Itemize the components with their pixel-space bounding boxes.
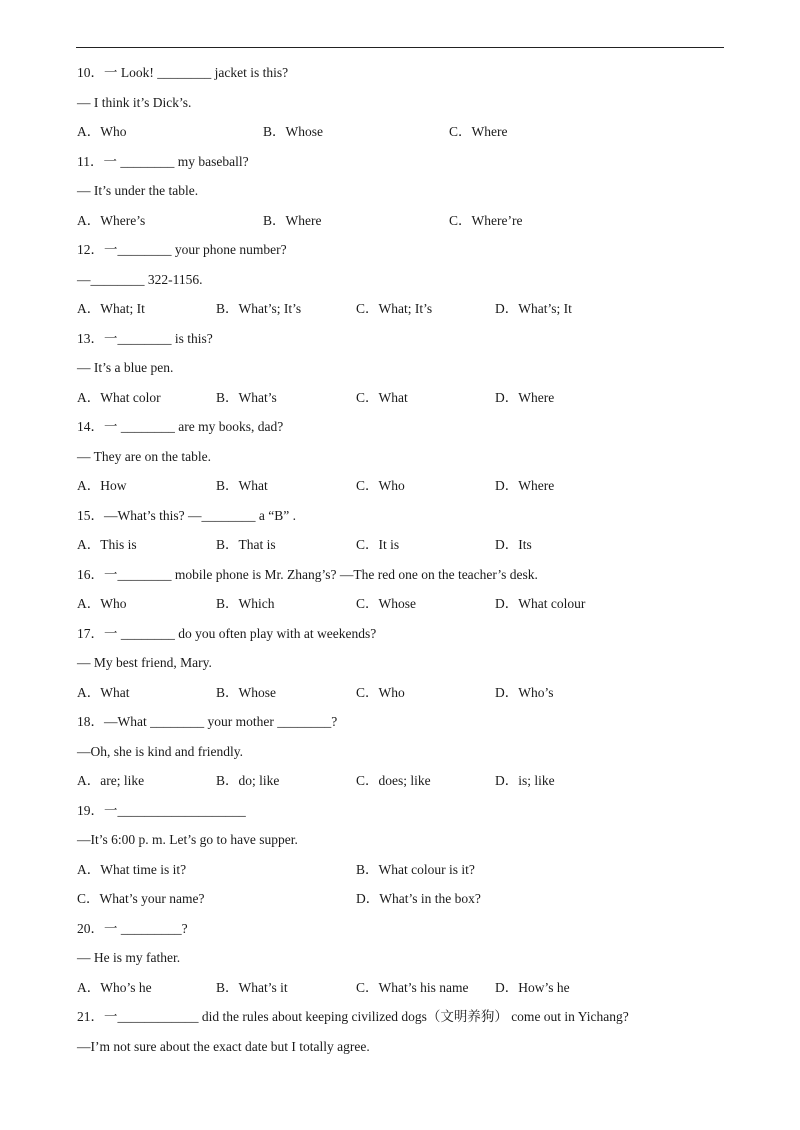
option-b[interactable]: B．What’s; It’s <box>216 301 302 316</box>
options-16 <box>77 589 737 619</box>
option-d[interactable]: D．Its <box>495 537 532 552</box>
question-17: 17．一 ________ do you often play with at weekends? <box>77 625 377 641</box>
option-b[interactable]: B．Where <box>263 212 322 228</box>
option-c[interactable]: C．Whose <box>356 596 416 611</box>
option-d[interactable]: D．What colour <box>495 596 586 611</box>
option-a[interactable]: A．What time is it? <box>77 861 187 877</box>
question-21: 21．一____________ did the rules about keeping civilized dogs（文明养狗） come out in Yichang? <box>77 1009 629 1024</box>
answer-12: —________ 322-1156. <box>77 271 203 287</box>
options-17 <box>77 678 737 708</box>
option-d[interactable]: D．What’s in the box? <box>356 891 481 906</box>
answer-11: — It’s under the table. <box>77 183 199 198</box>
option-c[interactable]: C．What <box>356 389 408 405</box>
option-b[interactable]: B．What colour is it? <box>356 861 475 877</box>
option-d[interactable]: D．Where <box>495 389 555 405</box>
options-14 <box>77 471 737 501</box>
option-c[interactable]: C．It is <box>356 537 400 552</box>
question-11: 11．一 ________ my baseball? <box>77 153 249 169</box>
option-d[interactable]: D．How’s he <box>495 979 570 995</box>
answer-18: —Oh, she is kind and friendly. <box>77 743 243 759</box>
option-b[interactable]: B．What’s it <box>216 979 288 995</box>
option-c[interactable]: C．What’s his name <box>356 979 469 995</box>
option-c[interactable]: C．Who <box>356 478 405 493</box>
question-list <box>77 58 737 1061</box>
option-c[interactable]: C．What’s your name? <box>77 891 205 906</box>
options-20 <box>77 973 737 1003</box>
answer-10: — I think it’s Dick’s. <box>77 94 192 110</box>
question-12: 12．一________ your phone number? <box>77 242 287 257</box>
options-18 <box>77 766 737 796</box>
options-19-row2 <box>77 884 737 914</box>
option-c[interactable]: C．Where’re <box>449 212 523 228</box>
option-b[interactable]: B．What <box>216 478 268 493</box>
question-14: 14．一 ________ are my books, dad? <box>77 419 284 434</box>
option-c[interactable]: C．Where <box>449 124 508 139</box>
option-a[interactable]: A．Who’s he <box>77 979 152 995</box>
option-b[interactable]: B．That is <box>216 537 276 552</box>
option-a[interactable]: A．are; like <box>77 773 145 788</box>
answer-17: — My best friend, Mary. <box>77 655 212 670</box>
question-19: 19．一___________________ <box>77 802 246 818</box>
answer-14: — They are on the table. <box>77 448 211 464</box>
question-13: 13．一________ is this? <box>77 330 213 346</box>
option-a[interactable]: A．Who <box>77 124 127 139</box>
option-d[interactable]: D．Who’s <box>495 684 554 700</box>
options-11 <box>77 206 737 236</box>
option-b[interactable]: B．Whose <box>216 684 276 700</box>
question-20: 20．一 _________? <box>77 920 188 936</box>
option-d[interactable]: D．What’s; It <box>495 301 572 316</box>
option-d[interactable]: D．is; like <box>495 773 555 788</box>
option-c[interactable]: C．What; It’s <box>356 301 433 316</box>
option-c[interactable]: C．Who <box>356 684 405 700</box>
option-a[interactable]: A．This is <box>77 537 137 552</box>
option-a[interactable]: A．Who <box>77 596 127 611</box>
answer-21: —I’m not sure about the exact date but I totally agree. <box>77 1038 370 1054</box>
option-a[interactable]: A．How <box>77 478 127 493</box>
options-19-row1 <box>77 855 737 885</box>
question-10: 10．一 Look! ________ jacket is this? <box>77 65 289 80</box>
question-15: 15．—What’s this? —________ a “B” . <box>77 507 296 523</box>
option-a[interactable]: A．Where’s <box>77 212 146 228</box>
answer-20: — He is my father. <box>77 950 181 965</box>
option-a[interactable]: A．What color <box>77 389 161 405</box>
question-18: 18．—What ________ your mother ________? <box>77 714 338 729</box>
options-10 <box>77 117 737 147</box>
options-13 <box>77 383 737 413</box>
answer-13: — It’s a blue pen. <box>77 360 174 375</box>
answer-19: —It’s 6:00 p. m. Let’s go to have supper. <box>77 832 298 847</box>
options-15 <box>77 530 737 560</box>
option-b[interactable]: B．Which <box>216 596 275 611</box>
option-b[interactable]: B．do; like <box>216 773 280 788</box>
option-a[interactable]: A．What <box>77 684 130 700</box>
question-16: 16．一________ mobile phone is Mr. Zhang’s? —The red one on the teacher’s desk. <box>77 566 538 582</box>
option-b[interactable]: B．What’s <box>216 389 277 405</box>
option-d[interactable]: D．Where <box>495 478 555 493</box>
option-a[interactable]: A．What; It <box>77 301 145 316</box>
option-b[interactable]: B．Whose <box>263 124 323 139</box>
option-c[interactable]: C．does; like <box>356 773 431 788</box>
options-12 <box>77 294 737 324</box>
header-rule <box>76 47 724 48</box>
